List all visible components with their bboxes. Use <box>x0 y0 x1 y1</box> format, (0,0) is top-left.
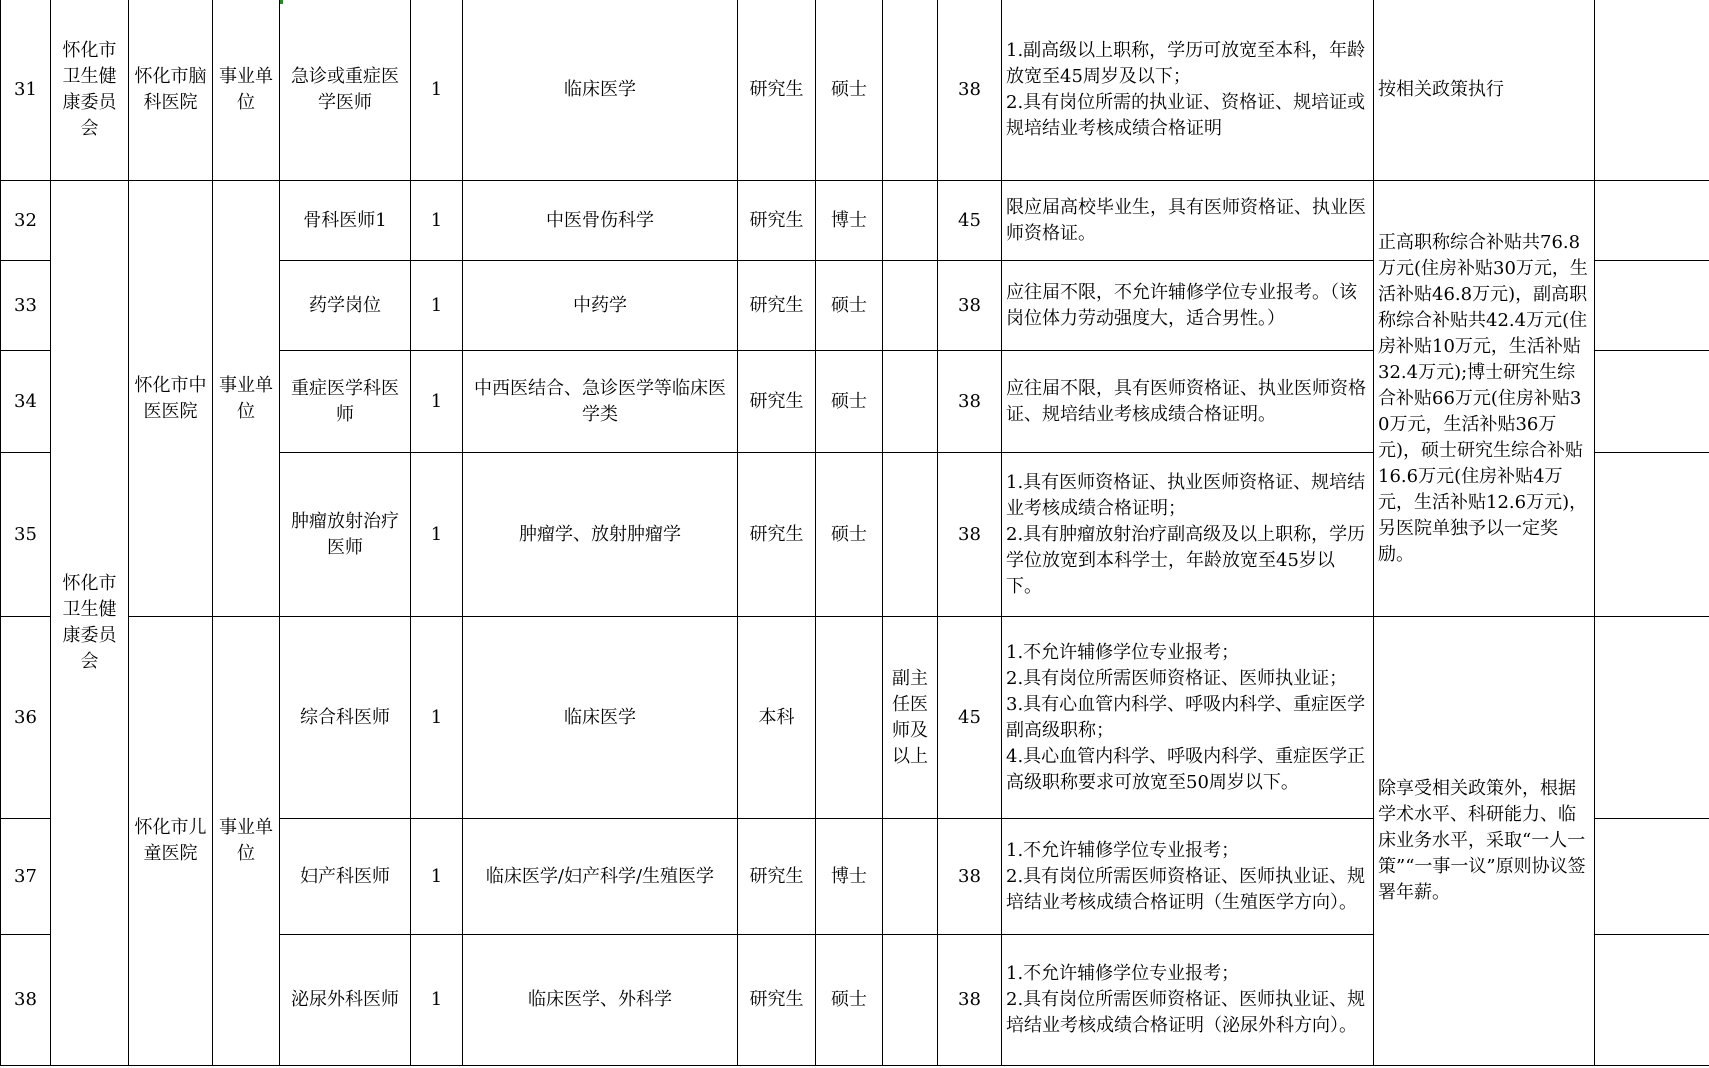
count-cell: 1 <box>411 819 463 935</box>
row-number: 37 <box>1 819 51 935</box>
education-cell: 研究生 <box>738 453 816 617</box>
age-cell: 38 <box>938 453 1002 617</box>
degree-cell: 硕士 <box>816 453 883 617</box>
table-row <box>1 0 1709 181</box>
post-cell: 骨科医师1 <box>280 181 411 261</box>
remarks-cell <box>1595 261 1709 351</box>
age-cell: 45 <box>938 181 1002 261</box>
count-cell: 1 <box>411 453 463 617</box>
row-number: 31 <box>1 0 51 181</box>
age-cell: 38 <box>938 819 1002 935</box>
requirement-line: 1.不允许辅修学位专业报考； <box>1006 963 1240 984</box>
education-cell: 研究生 <box>738 351 816 453</box>
major-cell: 中药学 <box>463 261 738 351</box>
title-cell <box>883 0 938 181</box>
major-cell: 临床医学 <box>463 0 738 181</box>
requirement-line: 2.具有岗位所需医师资格证、医师执业证； <box>1006 667 1348 689</box>
unit-cell: 怀化市儿童医院 <box>129 617 213 1066</box>
count-cell: 1 <box>411 617 463 819</box>
major-cell: 临床医学、外科学 <box>463 935 738 1066</box>
count-cell: 1 <box>411 935 463 1066</box>
degree-cell: 博士 <box>816 181 883 261</box>
requirements-cell <box>1002 819 1374 935</box>
requirements-cell <box>1002 0 1374 181</box>
title-cell <box>883 351 938 453</box>
requirement-line: 1.不允许辅修学位专业报考； <box>1006 641 1240 663</box>
benefit-cell: 按相关政策执行 <box>1374 0 1595 181</box>
remarks-cell <box>1595 181 1709 261</box>
degree-cell: 硕士 <box>816 261 883 351</box>
department-cell: 怀化市卫生健康委员会 <box>51 181 129 1066</box>
requirements-cell: 限应届高校毕业生，具有医师资格证、执业医师资格证。 <box>1002 181 1374 261</box>
benefit-cell: 正高职称综合补贴共76.8万元(住房补贴30万元，生活补贴46.8万元)，副高职称综合补贴共42.4万元(住房补贴10万元，生活补贴32.4万元);博士研究生综合补贴66万元(住房补贴30万元，生活补贴36万元)，硕士研究生综合补贴16.6万元(住房补贴4万元，生活补贴12.6万元)，另医院单独予以一定奖励。 <box>1374 181 1595 617</box>
requirement-line: 2.具有岗位所需医师资格证、医师执业证、规培结业考核成绩合格证明（生殖医学方向）。 <box>1006 865 1366 913</box>
remarks-cell <box>1595 0 1709 181</box>
major-cell: 临床医学/妇产科学/生殖医学 <box>463 819 738 935</box>
degree-cell <box>816 617 883 819</box>
title-cell <box>883 819 938 935</box>
education-cell: 研究生 <box>738 261 816 351</box>
remarks-cell <box>1595 351 1709 453</box>
count-cell: 1 <box>411 0 463 181</box>
requirement-line: 2.具有肿瘤放射治疗副高级及以上职称，学历学位放宽到本科学士，年龄放宽至45岁以下。 <box>1006 523 1366 597</box>
department-cell: 怀化市卫生健康委员会 <box>51 0 129 181</box>
row-number: 32 <box>1 181 51 261</box>
count-cell: 1 <box>411 181 463 261</box>
age-cell: 38 <box>938 935 1002 1066</box>
unit-cell: 怀化市中医医院 <box>129 181 213 617</box>
requirement-line: 1.不允许辅修学位专业报考； <box>1006 839 1240 861</box>
requirements-cell <box>1002 453 1374 617</box>
count-cell: 1 <box>411 261 463 351</box>
remarks-cell <box>1595 935 1709 1066</box>
age-cell: 38 <box>938 351 1002 453</box>
post-cell: 妇产科医师 <box>280 819 411 935</box>
degree-cell: 硕士 <box>816 351 883 453</box>
age-cell: 45 <box>938 617 1002 819</box>
requirement-line: 1.副高级以上职称，学历可放宽至本科，年龄放宽至45周岁及以下； <box>1006 40 1366 87</box>
row-number: 33 <box>1 261 51 351</box>
education-cell: 研究生 <box>738 181 816 261</box>
row-number: 36 <box>1 617 51 819</box>
education-cell: 研究生 <box>738 935 816 1066</box>
unit-type-cell: 事业单位 <box>213 0 280 181</box>
benefit-cell: 除享受相关政策外，根据学术水平、科研能力、临床业务水平，采取“一人一策”“一事一议”原则协议签署年薪。 <box>1374 617 1595 1066</box>
row-number: 34 <box>1 351 51 453</box>
major-cell: 中西医结合、急诊医学等临床医学类 <box>463 351 738 453</box>
age-cell: 38 <box>938 261 1002 351</box>
post-cell: 药学岗位 <box>280 261 411 351</box>
count-cell: 1 <box>411 351 463 453</box>
post-cell: 泌尿外科医师 <box>280 935 411 1066</box>
table-row <box>1 181 1709 261</box>
requirement-line: 2.具有岗位所需的执业证、资格证、规培证或规培结业考核成绩合格证明 <box>1006 92 1366 139</box>
post-cell: 急诊或重症医学医师 <box>280 0 411 181</box>
requirements-cell: 应往届不限，不允许辅修学位专业报考。（该岗位体力劳动强度大，适合男性。） <box>1002 261 1374 351</box>
remarks-cell <box>1595 819 1709 935</box>
requirements-cell <box>1002 617 1374 819</box>
row-number: 35 <box>1 453 51 617</box>
post-cell: 重症医学科医师 <box>280 351 411 453</box>
title-cell <box>883 935 938 1066</box>
requirement-line: 1.具有医师资格证、执业医师资格证、规培结业考核成绩合格证明； <box>1006 471 1366 519</box>
degree-cell: 博士 <box>816 819 883 935</box>
major-cell: 肿瘤学、放射肿瘤学 <box>463 453 738 617</box>
education-cell: 本科 <box>738 617 816 819</box>
title-cell <box>883 453 938 617</box>
unit-cell: 怀化市脑科医院 <box>129 0 213 181</box>
education-cell: 研究生 <box>738 0 816 181</box>
post-cell: 肿瘤放射治疗医师 <box>280 453 411 617</box>
degree-cell: 硕士 <box>816 935 883 1066</box>
requirements-cell: 应往届不限，具有医师资格证、执业医师资格证、规培结业考核成绩合格证明。 <box>1002 351 1374 453</box>
unit-type-cell: 事业单位 <box>213 181 280 617</box>
education-cell: 研究生 <box>738 819 816 935</box>
unit-type-cell: 事业单位 <box>213 617 280 1066</box>
remarks-cell <box>1595 453 1709 617</box>
row-number: 38 <box>1 935 51 1066</box>
requirement-line: 4.具心血管内科学、呼吸内科学、重症医学正高级职称要求可放宽至50周岁以下。 <box>1006 745 1366 793</box>
requirement-line: 2.具有岗位所需医师资格证、医师执业证、规培结业考核成绩合格证明（泌尿外科方向）。 <box>1006 989 1366 1036</box>
requirements-cell <box>1002 935 1374 1066</box>
title-cell <box>883 181 938 261</box>
requirement-line: 3.具有心血管内科学、呼吸内科学、重症医学副高级职称； <box>1006 693 1366 741</box>
degree-cell: 硕士 <box>816 0 883 181</box>
age-cell: 38 <box>938 0 1002 181</box>
title-cell <box>883 261 938 351</box>
post-cell: 综合科医师 <box>280 617 411 819</box>
table-row <box>1 617 1709 819</box>
major-cell: 中医骨伤科学 <box>463 181 738 261</box>
remarks-cell <box>1595 617 1709 819</box>
title-cell: 副主任医师及以上 <box>883 617 938 819</box>
major-cell: 临床医学 <box>463 617 738 819</box>
